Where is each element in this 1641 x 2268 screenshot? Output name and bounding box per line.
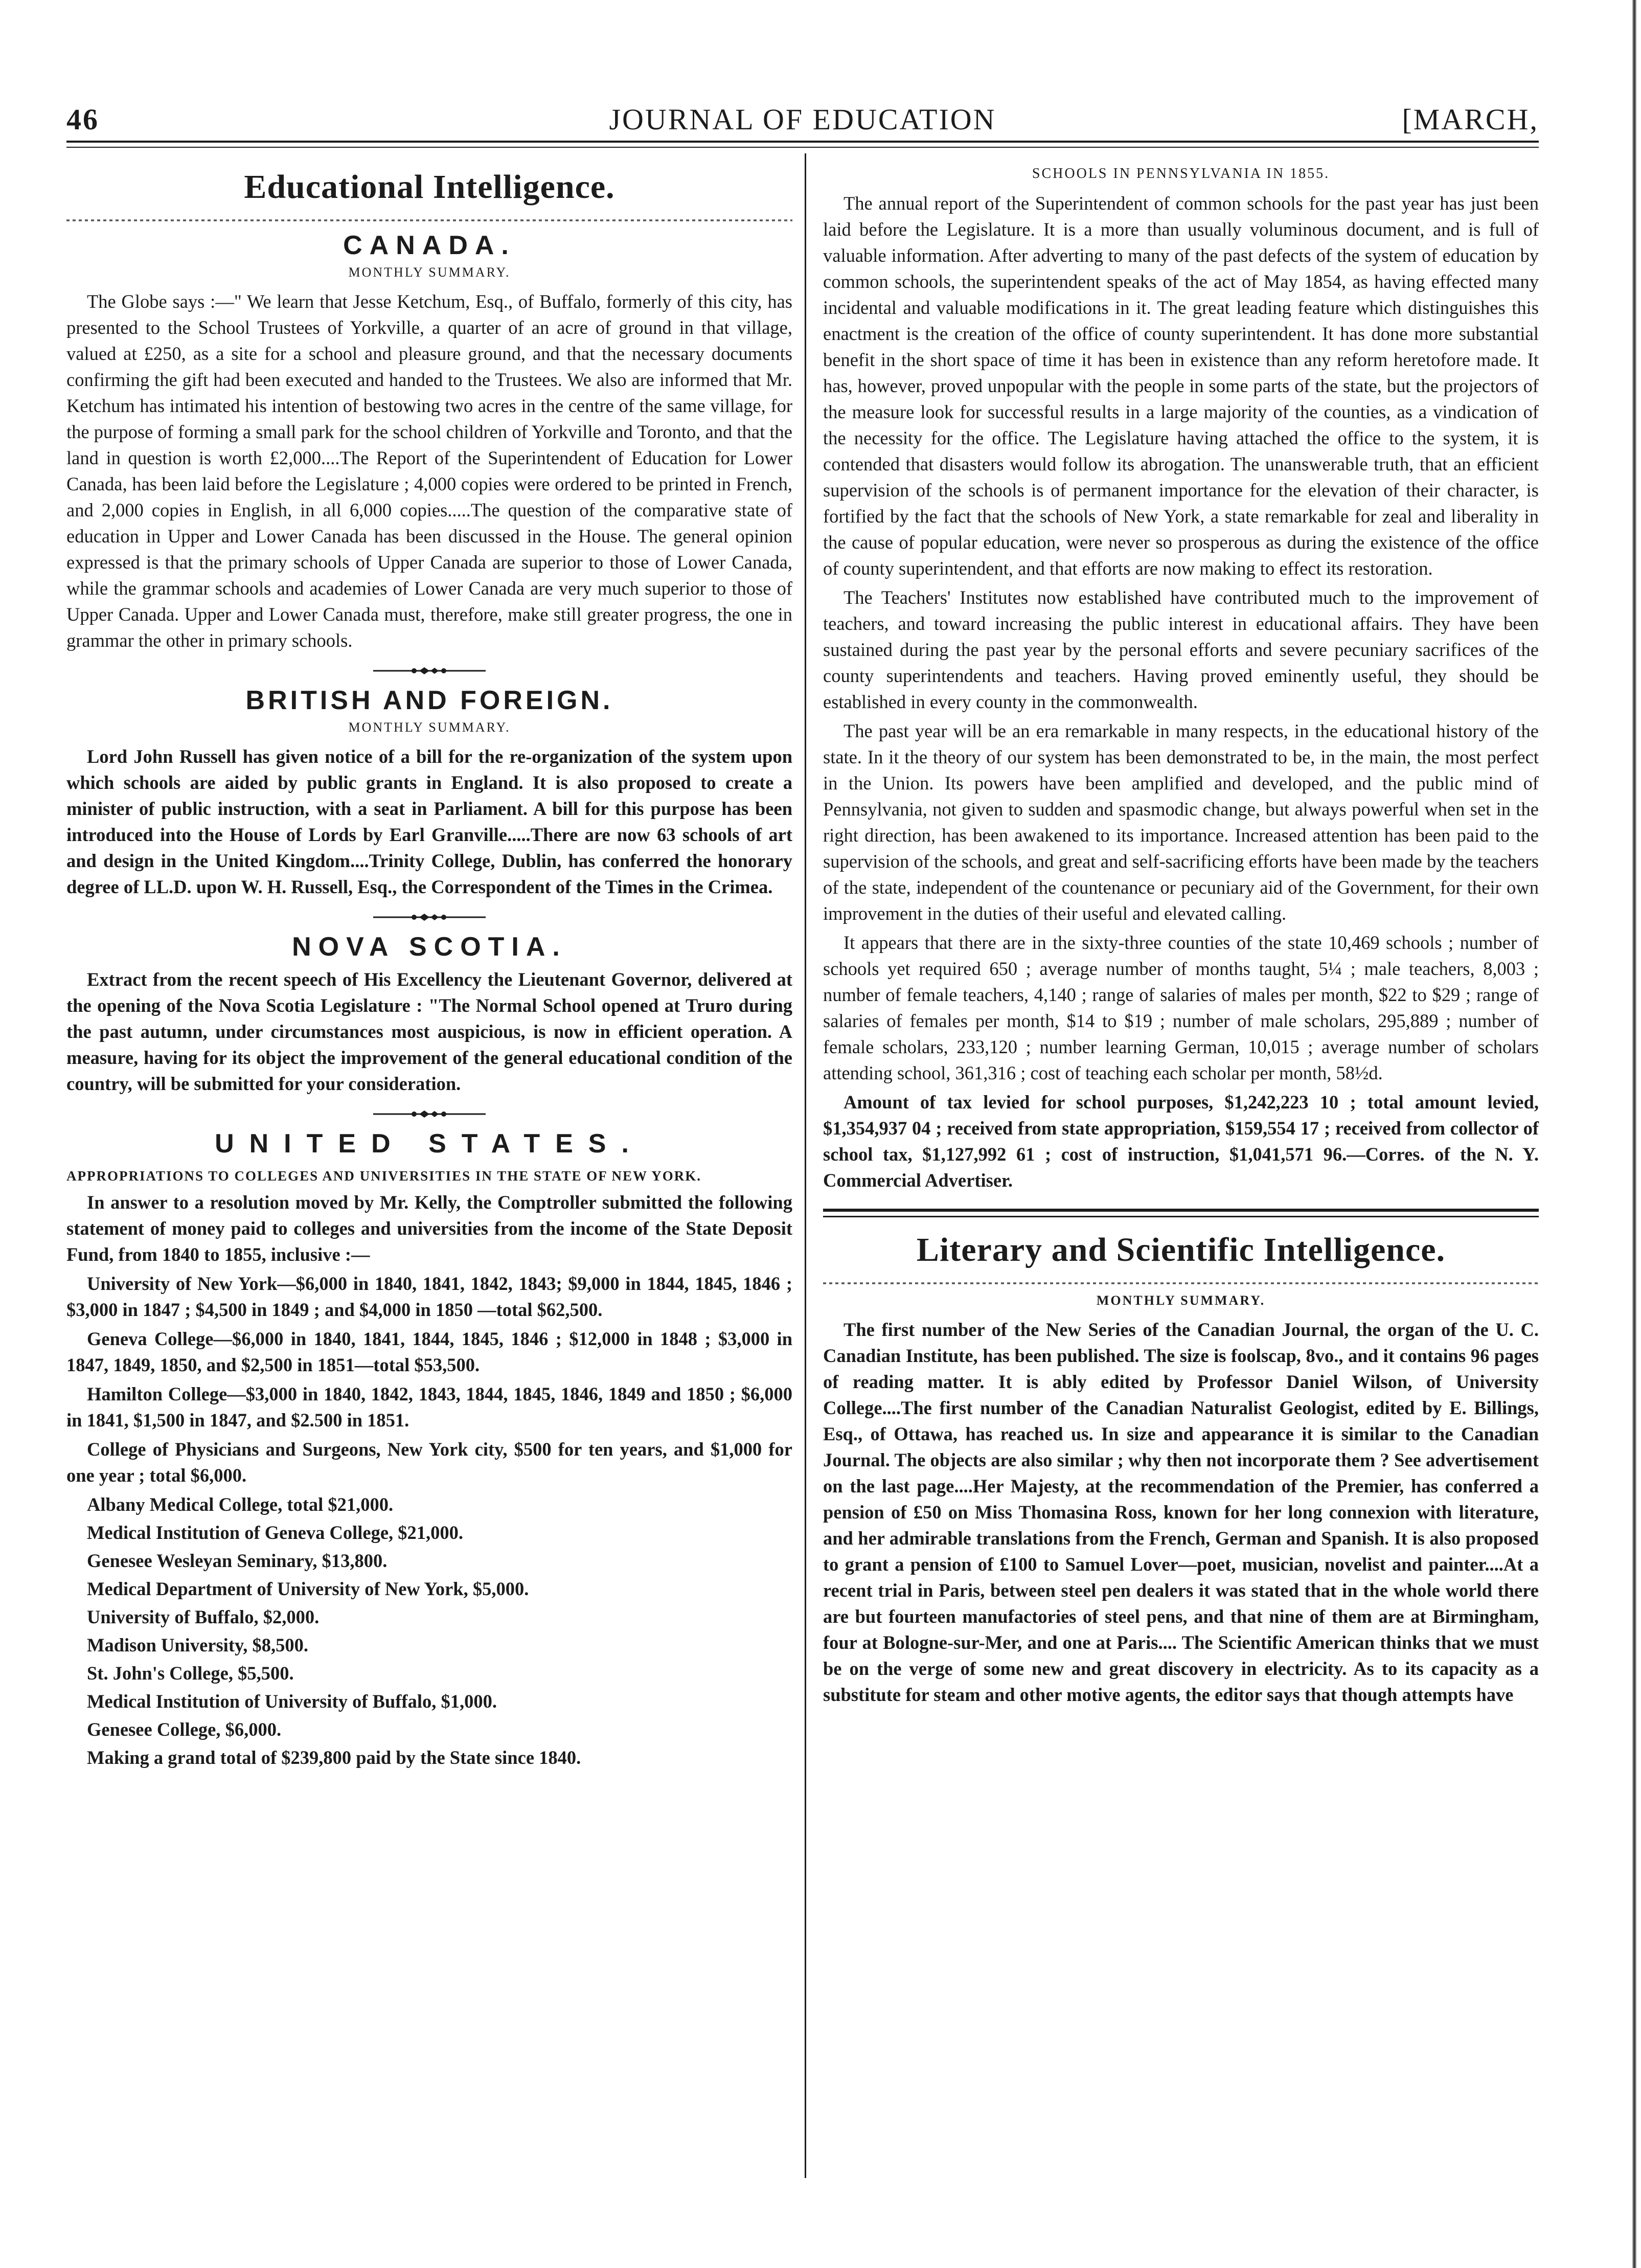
british-body: Lord John Russell has given notice of a bill for the re-organization of the system upon which schools are aided by public grants in England. It is also proposed to create a minister of public instruction, with a seat in Parliament. A bill for this purpose has been introduced into the House of Lords by Earl Granville.....There are now 63 schools of art and design in the United Kingdom....Trinity College, Dublin, has conferred the honorary degree of LL.D. upon W. H. Russell, Esq., the Correspondent of the Times in the Crimea. [66,746,792,897]
left-column [66,164,792,1773]
appropriation-list-item: Medical Institution of University of Buffalo, $1,000. [87,1691,497,1712]
appropriation-list-item: Genesee Wesleyan Seminary, $13,800. [87,1550,388,1571]
appropriation-list-item: Genesee College, $6,000. [87,1719,282,1740]
british-heading: BRITISH AND FOREIGN. [245,686,613,715]
british-subheading: MONTHLY SUMMARY. [348,720,511,735]
canada-heading: CANADA. [343,231,516,260]
issue-month: [MARCH, [1402,103,1539,136]
pennsylvania-statistics: It appears that there are in the sixty-three counties of the state 10,469 schools ; number of schools yet required 650 ; average number of months taught, 5¼ ; male teachers, 8,003 ; number of female teachers, 4,140 ; range of salaries of males per month, $22 to $29 ; range of salaries of females per month, $14 to $19 ; number of male scholars, 295,889 ; number of female scholars, 233,120 ; number learning German, 10,015 ; average number of scholars attending school, 361,316 ; cost of teaching each scholar per month, 58½d. [823,932,1539,1083]
appropriation-list-item: Albany Medical College, total $21,000. [87,1494,394,1515]
pennsylvania-finances: Amount of tax levied for school purposes, $1,242,223 10 ; total amount levied, $1,354,937 04 ; received from state appropriation, $159,554 17 ; received from collector of school tax, $1,127,992 61 ; cost of instruction, $1,041,571 96.—Corres. of the N. Y. Commercial Advertiser. [823,1092,1539,1191]
appropriation-entry: Geneva College—$6,000 in 1840, 1841, 1844, 1845, 1846 ; $12,000 in 1848 ; $3,000 in 1847, 1849, 1850, and $2,500 in 1851—total $53,500. [66,1328,792,1375]
appropriation-list-item: Madison University, $8,500. [87,1635,308,1655]
appropriations-intro: In answer to a resolution moved by Mr. Kelly, the Comptroller submitted the following statement of money paid to colleges and universities from the income of the State Deposit Fund, from 1840 to 1855, inclusive :— [66,1192,792,1265]
ornament-divider [66,1109,792,1119]
canada-body: The Globe says :—" We learn that Jesse Ketchum, Esq., of Buffalo, formerly of this city, has presented to the School Trustees of Yorkville, a quarter of an acre of ground in that village, valued at £250, as a site for a school and pleasure ground, and that the necessary documents confirming the gift had been executed and handed to the Trustees. We also are informed that Mr. Ketchum has intimated his intention of bestowing two acres in the centre of the same village, for the purpose of forming a small park for the school children of Yorkville and Toronto, and that the land in question is worth £2,000....The Report of the Superintendent of Education for Lower Canada, has been laid before the Legislature ; 4,000 copies were ordered to be printed in French, and 2,000 copies in English, in all 6,000 copies.....The question of the comparative state of education in Upper and Lower Canada has been discussed in the House. The general opinion expressed is that the primary schools of Upper Canada are superior to those of Lower Canada, while the grammar schools and academies of Lower Canada are very much superior to those of Upper Canada. Upper and Lower Canada must, therefore, make still greater progress, the one in grammar the other in primary schools. [66,291,792,651]
nova-scotia-heading: NOVA SCOTIA. [292,932,567,962]
appropriation-list-item: University of Buffalo, $2,000. [87,1606,320,1627]
wavy-rule [66,219,792,221]
pennsylvania-paragraph: The past year will be an era remarkable in many respects, in the educational history of the state. In it the theory of our system has been demonstrated to be, in the main, the most perfect in the Union. Its powers have been amplified and developed, and the public mind of Pennsylvania, not given to sudden and spasmodic change, but always powerful when set in the right direction, has been awakened to its importance. Increased attention has been paid to the supervision of the schools, and great and self-sacrificing efforts have been made by the teachers of the state, independent of the countenance or pecuniary aid of the Government, for their own improvement in the duties of their useful and elevated calling. [823,720,1539,924]
appropriation-entry: University of New York—$6,000 in 1840, 1841, 1842, 1843; $9,000 in 1844, 1845, 1846 ; $3,000 in 1847 ; $4,500 in 1849 ; and $4,000 in 1850 —total $62,500. [66,1273,792,1320]
literary-scientific-masthead: Literary and Scientific Intelligence. [916,1231,1446,1268]
literary-subheading: MONTHLY SUMMARY. [1096,1293,1266,1308]
page-edge-shadow [1632,0,1637,2268]
nova-scotia-body: Extract from the recent speech of His Excellency the Lieutenant Governor, delivered at the opening of the Nova Scotia Legislature : "The Normal School opened at Truro during the past autumn, under circumstances most auspicious, is now in efficient operation. A measure, having for its object the improvement of the general educational condition of the country, will be submitted for your consideration. [66,969,792,1094]
canada-subheading: MONTHLY SUMMARY. [348,265,511,280]
column-divider [805,153,806,2178]
pennsylvania-paragraph: The annual report of the Superintendent of common schools for the past year has just been laid before the Legislature. It is a more than usually voluminous document, and is full of valuable information. After adverting to many of the past defects of the system of education by common schools, the superintendent speaks of the act of May 1854, as having effected many incidental and valuable modifications in it. The great leading feature which distinguishes this enactment is the creation of the office of county superintendent. It has done more substantial benefit in the short space of time it has been in existence than any reform heretofore made. It has, however, proved unpopular with the people in some parts of the state, but the projectors of the measure look for successful results in a large majority of the counties, as a vindication of the necessity for the office. The Legislature having attached the office to the system, it is contended that disasters would follow its abrogation. The unanswerable truth, that an efficient supervision of the schools is of permanent importance for the elevation of their character, is fortified by the fact that the schools of New York, a state remarkable for zeal and liberality in the cause of popular education, were never so prosperous as during the existence of the office of county superintendent, and that efforts are now making to effect its restoration. [823,193,1539,579]
running-head [66,102,1539,143]
appropriation-list-item: St. John's College, $5,500. [87,1663,294,1684]
ornament-divider [66,912,792,922]
journal-title: JOURNAL OF EDUCATION [609,103,996,136]
educational-intelligence-masthead: Educational Intelligence. [244,168,615,206]
ornament-divider [66,666,792,676]
literary-body: The first number of the New Series of the Canadian Journal, the organ of the U. C. Canadian Institute, has been published. The size is foolscap, 8vo., and it contains 96 pages of reading matter. It is ably edited by Professor Daniel Wilson, of University College....The first number of the Canadian Naturalist Geologist, edited by E. Billings, Esq., of Ottawa, has reached us. In size and appearance it is similar to the Canadian Journal. The objects are also similar ; why then not incorporate them ? See advertisement on the last page....Her Majesty, at the recommendation of the Premier, has conferred a pension of £50 on Miss Thomasina Ross, known for her long connexion with literature, and her admirable translations from the French, German and Spanish. It is also proposed to grant a pension of £100 to Samuel Lover—poet, musician, novelist and painter....At a recent trial in Paris, between steel pen dealers it was stated that in the whole world there are but fourteen manufactories of steel pens, and that nine of them are at Birmingham, four at Bologne-sur-Mer, and one at Paris.... The Scientific American thinks that we must be on the verge of some new and great discovery in electricity. As to its capacity as a substitute for steam and other motive agents, the editor says that though attempts have [823,1319,1539,1705]
pennsylvania-heading: SCHOOLS IN PENNSYLVANIA IN 1855. [1032,166,1330,182]
wavy-rule [823,1282,1539,1284]
appropriation-list-item: Medical Institution of Geneva College, $21,000. [87,1522,464,1543]
page-number: 46 [66,103,99,136]
appropriations-subheading: APPROPRIATIONS TO COLLEGES AND UNIVERSITIES IN THE STATE OF NEW YORK. [66,1168,702,1184]
appropriation-entry: Hamilton College—$3,000 in 1840, 1842, 1843, 1844, 1845, 1846, 1849 and 1850 ; $6,000 in 1841, $1,500 in 1847, and $2.500 in 1851. [66,1384,792,1431]
header-rule [66,141,1539,148]
united-states-heading: UNITED STATES. [215,1129,644,1159]
pennsylvania-paragraph: The Teachers' Institutes now established have contributed much to the improvement of teachers, and toward increasing the public interest in educational affairs. They have been sustained during the past year by the personal efforts and severe pecuniary sacrifices of the county superintendents and teachers. Having proved eminently useful, they should be established in every county in the commonwealth. [823,587,1539,712]
appropriation-grand-total: Making a grand total of $239,800 paid by the State since 1840. [87,1747,581,1768]
section-double-rule [823,1209,1539,1217]
right-column [823,164,1539,1711]
appropriation-list-item: Medical Department of University of New York, $5,000. [87,1578,529,1599]
appropriation-entry: College of Physicians and Surgeons, New York city, $500 for ten years, and $1,000 for one year ; total $6,000. [66,1439,792,1486]
